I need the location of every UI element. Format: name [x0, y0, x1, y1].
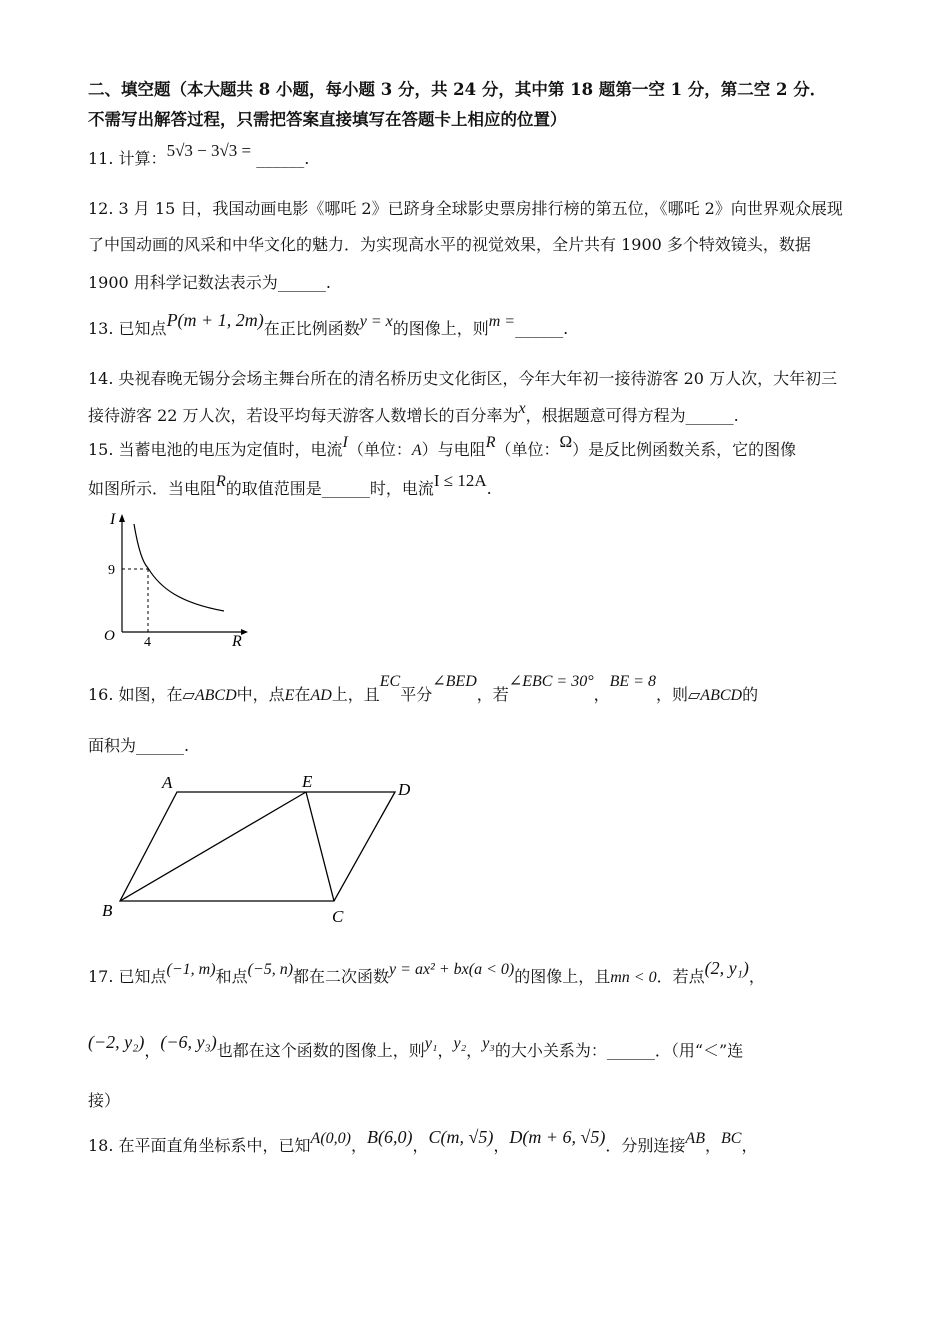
vertex-b-label: B — [102, 901, 113, 920]
question-17-line-1: 17. 已知点(−1, m)和点(−5, n)都在二次函数y = ax² + bx(a < 0)的图像上，且mn < 0．若点(2, y₁)， — [88, 958, 765, 986]
q12-answer-blank: ______ — [277, 273, 326, 292]
vertex-c-label: C — [332, 907, 344, 926]
section-title-line-2: 不需写出解答过程，只需把答案直接填写在答题卡上相应的位置） — [88, 110, 567, 129]
q13-answer-blank: ______ — [515, 319, 564, 338]
q17-answer-blank: ______ — [606, 1041, 655, 1060]
point-e-label: E — [302, 772, 313, 791]
question-16-line-2: 面积为______. — [88, 736, 190, 755]
q13-point: P(m + 1, 2m) — [166, 310, 264, 330]
segment-ec — [306, 792, 334, 901]
question-17-line-3: 接） — [88, 1091, 121, 1110]
inverse-proportion-graph — [98, 508, 258, 652]
vertex-a-label: A — [162, 773, 173, 792]
question-11: 11. 计算：5√3 − 3√3 = ______. — [88, 141, 310, 168]
parallelogram-figure — [96, 768, 436, 928]
question-15-line-1: 15. 当蓄电池的电压为定值时，电流I（单位：A）与电阻R（单位：Ω）是反比例函数关系，它的图像 — [88, 432, 797, 459]
q15-answer-blank: ______ — [321, 479, 370, 498]
q14-answer-blank: ______ — [685, 406, 734, 425]
q17-function: y = ax² + bx(a < 0) — [389, 961, 515, 978]
q15-condition: I ≤ 12A — [433, 471, 487, 490]
y-tick-label: 9 — [108, 563, 115, 578]
q13-function: y = x — [359, 313, 393, 330]
vertex-d-label: D — [398, 780, 411, 799]
y-axis-arrow — [119, 514, 125, 522]
question-13: 13. 已知点P(m + 1, 2m)在正比例函数y = x的图像上，则m =______. — [88, 310, 569, 338]
question-12-line-1: 12. 3 月 15 日，我国动画电影《哪吒 2》已跻身全球影史票房排行榜的第五位，《哪吒 2》向世界观众展现 — [88, 199, 843, 218]
x-axis-label: R — [232, 633, 242, 650]
question-14-line-1: 14. 央视春晚无锡分会场主舞台所在的清名桥历史文化街区，今年大年初一接待游客 20 万人次，大年初三 — [88, 369, 838, 388]
origin-label: O — [104, 628, 115, 644]
question-14-line-2: 接待游客 22 万人次，若设平均每天游客人数增长的百分率为x，根据题意可得方程为______. — [88, 400, 739, 425]
question-18-line-1: 18. 在平面直角坐标系中，已知A(0,0)，B(6,0)，C(m, √5)，D(m + 6, √5)．分别连接AB，BC， — [88, 1127, 758, 1155]
q16-answer-blank: ______ — [136, 736, 185, 755]
question-16-line-1: 16. 如图，在▱ABCD中，点E在AD上，且EC平分∠BED，若∠EBC = 30°，BE = 8，则▱ABCD的 — [88, 673, 759, 704]
question-15-line-2: 如图所示．当电阻R的取值范围是______时，电流I ≤ 12A. — [88, 471, 492, 498]
parallelogram-abcd — [120, 792, 395, 901]
question-12-line-2: 了中国动画的风采和中华文化的魅力．为实现高水平的视觉效果，全片共有 1900 多个特效镜头，数据 — [88, 235, 811, 254]
question-12-line-3: 1900 用科学记数法表示为______. — [88, 273, 331, 292]
hyperbola-curve — [134, 524, 224, 611]
question-17-line-2: (−2, y₂)，(−6, y₃)也都在这个函数的图像上，则y₁，y₂，y₃的大小关系为：______．（用“＜”连 — [88, 1032, 744, 1060]
y-axis-label: I — [110, 511, 116, 528]
section-title-line-1: 二、填空题（本大题共 8 小题，每小题 3 分，共 24 分，其中第 18 题第一空 1 分，第二空 2 分． — [88, 80, 827, 99]
x-tick-label: 4 — [144, 635, 151, 650]
x-axis-arrow — [241, 629, 248, 635]
q11-expression: 5√3 − 3√3 = — [166, 141, 252, 160]
q11-answer-blank: ______ — [256, 149, 305, 168]
